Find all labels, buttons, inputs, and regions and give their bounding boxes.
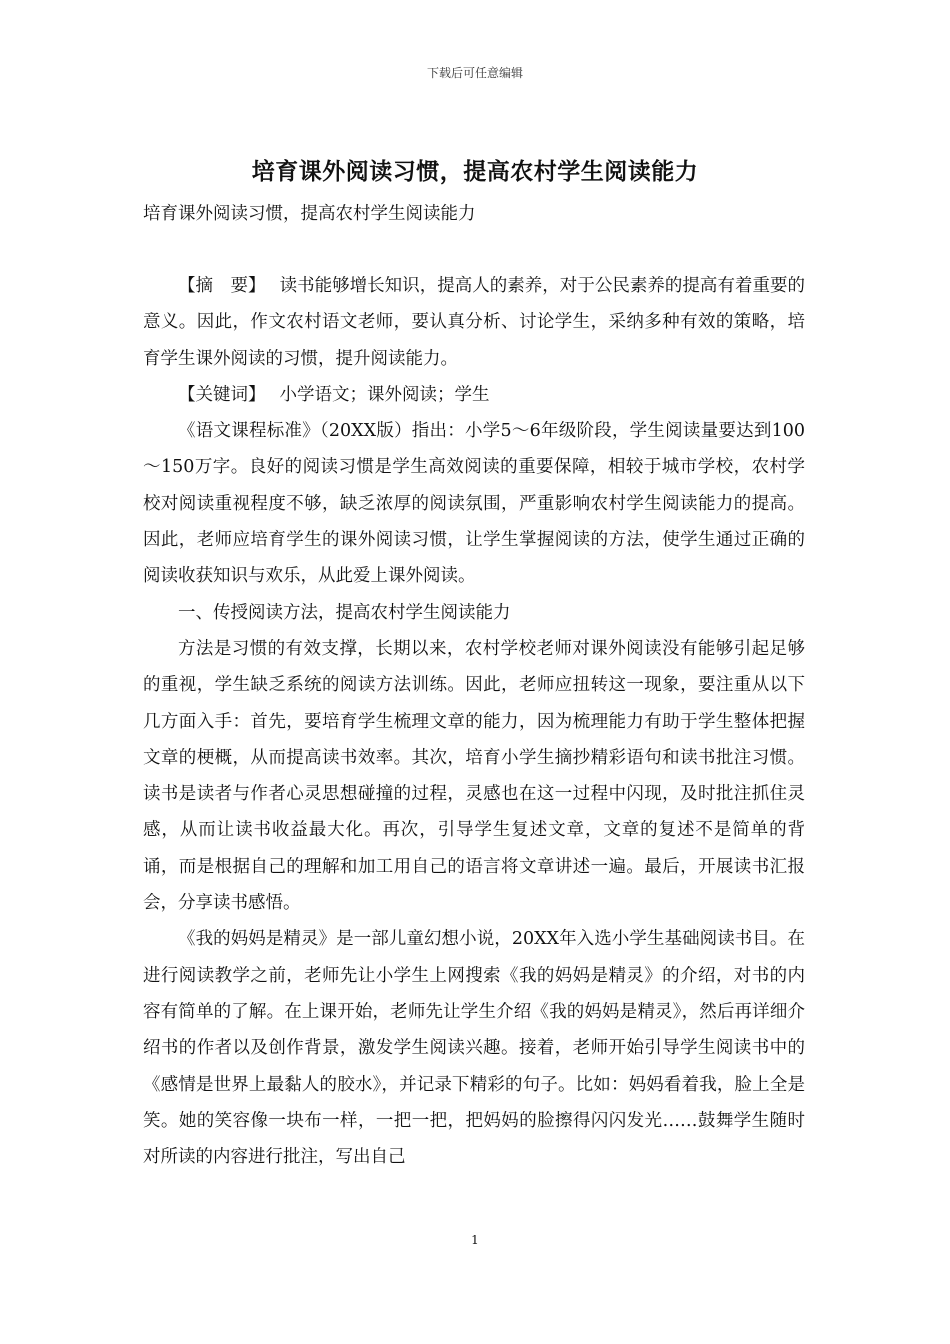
section-heading: 一、传授阅读方法，提高农村学生阅读能力 [178,602,511,623]
page-header: 下载后可任意编辑 [426,66,523,80]
body-paragraph: 《我的妈妈是精灵》是一部儿童幻想小说，20XX年入选小学生基础阅读书目。在进行阅读教学之前，老师先让小学生上网搜索《我的妈妈是精灵》的介绍，对书的内容有简单的了解。在上课开始，老师先让学生介绍《我的妈妈是精灵》，然后再详细介绍书的作者以及创作背景，激发学生阅读兴趣。接着，老师开始引导学生阅读书中的《感情是世界上最黏人的胶水》，并记录下精彩的句子。比如：妈妈看着我，脸上全是笑。她的笑容像一块布一样，一把一把，把妈妈的脸擦得闪闪发光……鼓舞学生随时对所读的内容进行批注，写出自己 [143,929,805,1168]
page-number: 1 [471,1233,479,1247]
abstract-paragraph [143,268,805,377]
document-title: 培育课外阅读习惯，提高农村学生阅读能力 [251,158,699,185]
keywords-paragraph [143,377,805,413]
keywords-label: 【关键词】 [178,384,266,405]
document-subtitle: 培育课外阅读习惯，提高农村学生阅读能力 [143,204,476,224]
document-body [143,268,805,1175]
body-paragraph: 方法是习惯的有效支撑，长期以来，农村学校老师对课外阅读没有能够引起足够的重视，学生缺乏系统的阅读方法训练。因此，老师应扭转这一现象，要注重从以下几方面入手：首先，要培育学生梳理文章的能力，因为梳理能力有助于学生整体把握文章的梗概，从而提高读书效率。其次，培育小学生摘抄精彩语句和读书批注习惯。读书是读者与作者心灵思想碰撞的过程，灵感也在这一过程中闪现，及时批注抓住灵感，从而让读书收益最大化。再次，引导学生复述文章，文章的复述不是简单的背诵，而是根据自己的理解和加工用自己的语言将文章讲述一遍。最后，开展读书汇报会，分享读书感悟。 [143,638,805,914]
body-paragraph: 《语文课程标准》（20XX版）指出：小学5～6年级阶段，学生阅读量要达到100～150万字。良好的阅读习惯是学生高效阅读的重要保障，相较于城市学校，农村学校对阅读重视程度不够，缺乏浓厚的阅读氛围，严重影响农村学生阅读能力的提高。因此，老师应培育学生的课外阅读习惯，让学生掌握阅读的方法，使学生通过正确的阅读收获知识与欢乐，从此爱上课外阅读。 [143,421,805,587]
abstract-text: 读书能够增长知识，提高人的素养，对于公民素养的提高有着重要的意义。因此，作文农村语文老师，要认真分析、讨论学生，采纳多种有效的策略，培育学生课外阅读的习惯，提升阅读能力。 [143,276,806,369]
abstract-label: 【摘 要】 [178,276,266,296]
keywords-text: 小学语文；课外阅读；学生 [279,384,490,405]
